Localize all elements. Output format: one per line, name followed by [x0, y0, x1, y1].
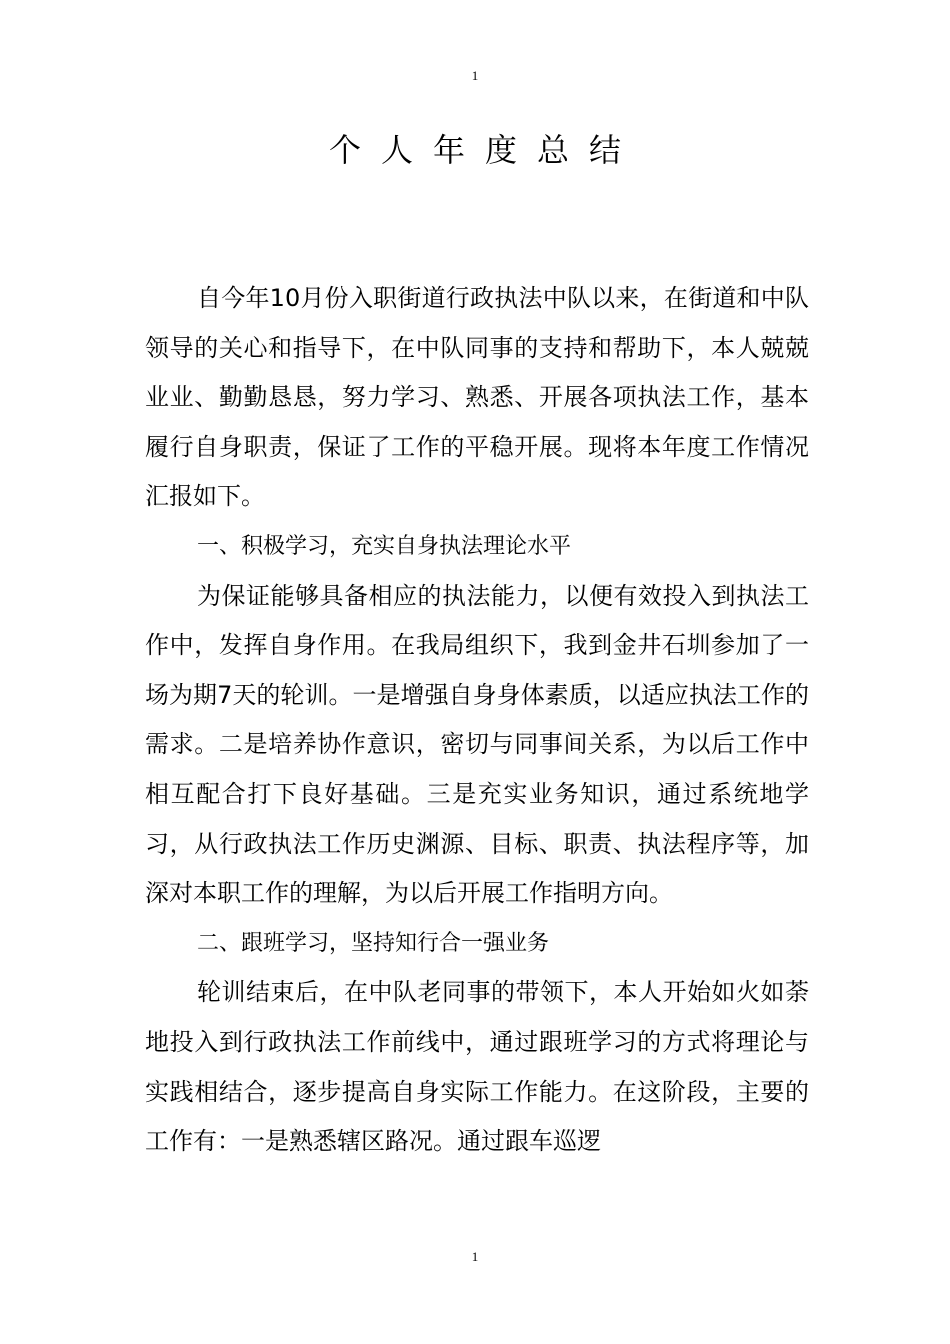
section-heading-1: 一、积极学习，充实自身执法理论水平	[197, 533, 572, 559]
document-body	[145, 274, 809, 1167]
section-2-paragraph: 轮训结束后，在中队老同事的带领下，本人开始如火如荼地投入到行政执法工作前线中，通过跟班学习的方式将理论与实践相结合，逐步提高自身实际工作能力。在这阶段，主要的工作有：一是熟悉辖区路况。通过跟车巡逻	[145, 978, 809, 1156]
intro-paragraph: 自今年10月份入职街道行政执法中队以来，在街道和中队领导的关心和指导下，在中队同事的支持和帮助下，本人兢兢业业、勤勤恳恳，努力学习、熟悉、开展各项执法工作，基本履行自身职责，保证了工作的平稳开展。现将本年度工作情况汇报如下。	[145, 284, 809, 511]
section-1-paragraph: 为保证能够具备相应的执法能力，以便有效投入到执法工作中，发挥自身作用。在我局组织下，我到金井石圳参加了一场为期7天的轮训。一是增强自身身体素质，以适应执法工作的需求。二是培养协作意识，密切与同事间关系，为以后工作中相互配合打下良好基础。三是充实业务知识，通过系统地学习，从行政执法工作历史渊源、目标、职责、执法程序等，加深对本职工作的理解，为以后开展工作指明方向。	[145, 581, 809, 908]
document-title: 个人年度总结	[328, 131, 641, 169]
page-number-bottom: 1	[471, 1249, 479, 1264]
page-number-top: 1	[471, 68, 479, 83]
section-heading-2: 二、跟班学习，坚持知行合一强业务	[197, 930, 550, 956]
